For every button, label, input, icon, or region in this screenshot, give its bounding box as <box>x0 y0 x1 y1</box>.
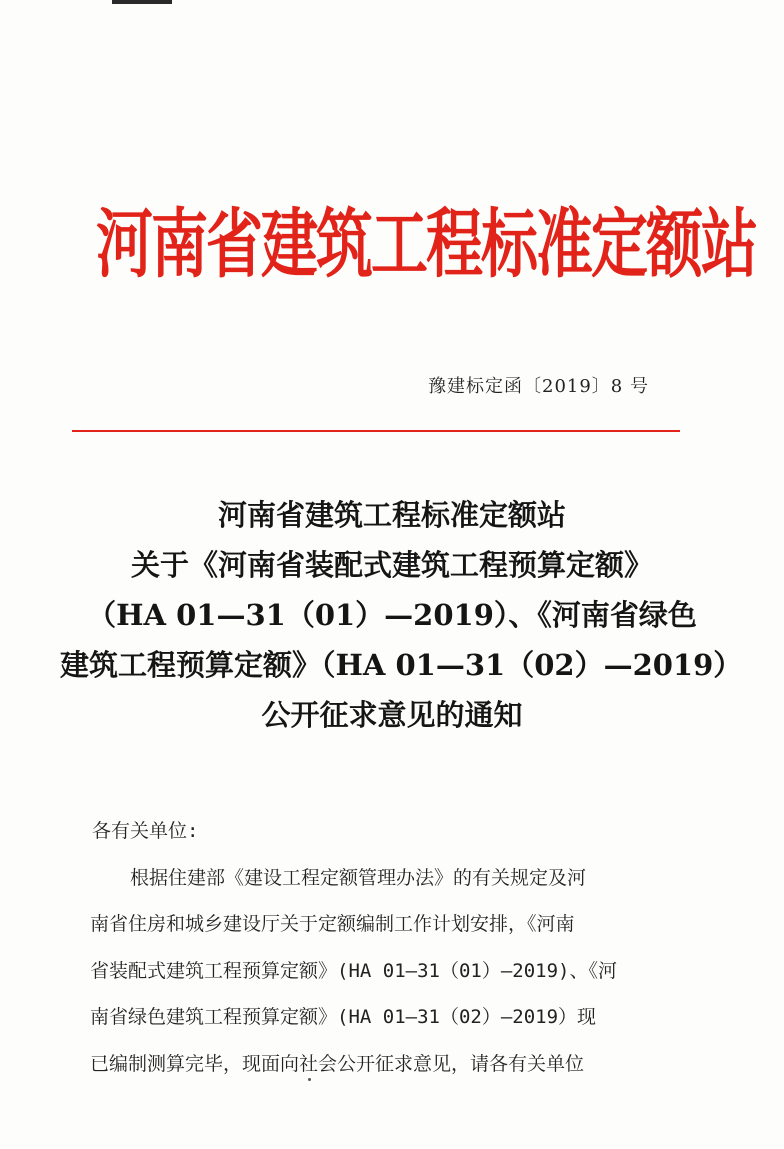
issuing-organization-header: 河南省建筑工程标准定额站 <box>96 201 756 289</box>
title-line: 河南省建筑工程标准定额站 <box>217 498 566 532</box>
title-line: 公开征求意见的通知 <box>261 698 523 732</box>
paragraph-line: 根据住建部《建设工程定额管理办法》的有关规定及河 <box>130 866 587 889</box>
paragraph-line: 南省住房和城乡建设厅关于定额编制工作计划安排，《河南 <box>90 913 575 935</box>
title-line: （HA 01—31（01）—2019）、《河南省绿色 <box>87 598 697 632</box>
notice-title <box>60 490 743 740</box>
notice-body <box>90 808 690 1087</box>
paragraph-line: 省装配式建筑工程预算定额》(HA 01—31（01）—2019)、《河 <box>90 959 617 982</box>
paragraph-line: 南省绿色建筑工程预算定额》(HA 01—31（02）—2019）现 <box>90 1006 597 1028</box>
scan-speck <box>308 1078 311 1081</box>
red-divider-line <box>72 430 680 432</box>
title-line: 关于《河南省装配式建筑工程预算定额》 <box>130 548 653 582</box>
salutation: 各有关单位: <box>92 820 199 842</box>
title-line: 建筑工程预算定额》（HA 01—31（02）—2019） <box>60 648 743 682</box>
paragraph-line: 已编制测算完毕，现面向社会公开征求意见，请各有关单位 <box>90 1052 585 1075</box>
scan-edge-mark <box>112 0 172 4</box>
document-number: 豫建标定函〔2019〕8 号 <box>428 376 649 397</box>
